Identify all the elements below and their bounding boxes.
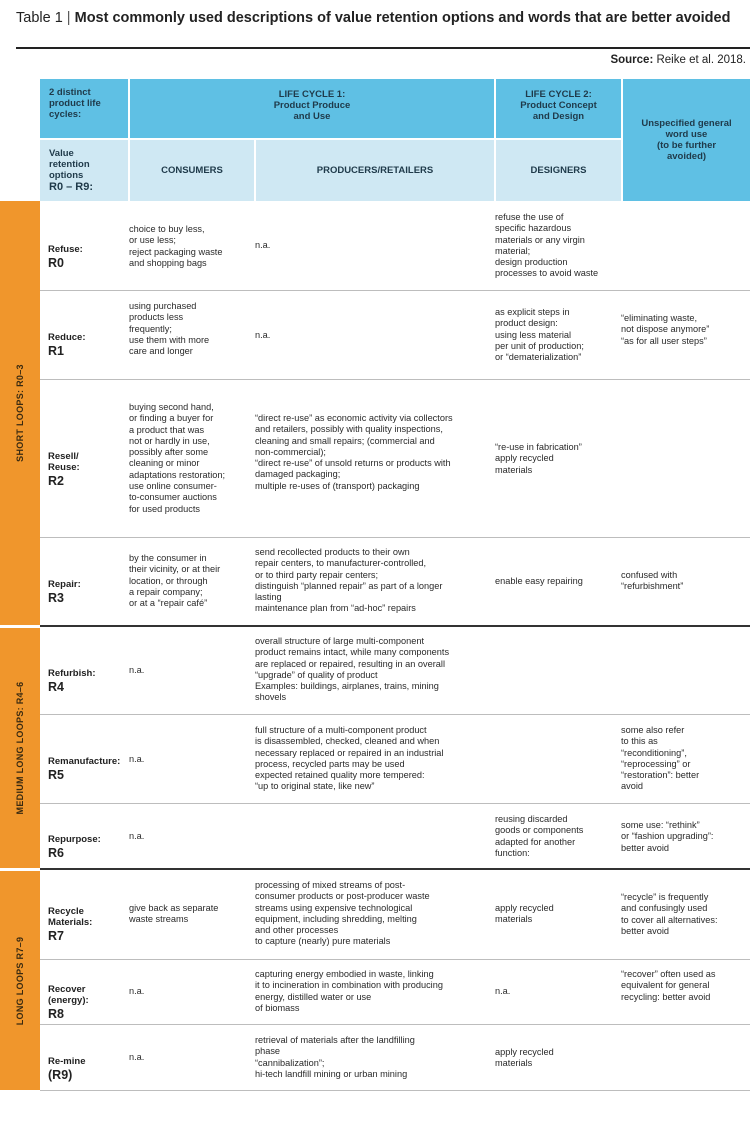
loop-bar-long [0,871,40,1090]
cell-consumers-r0: choice to buy less, or use less; reject packaging waste and shopping bags [129,224,223,268]
title-rule [16,47,750,49]
source-text: Reike et al. 2018. [656,54,746,66]
cell-designers-r1: as explicit steps in product design: using less material per unit of production; or “dematerialization” [495,307,584,363]
header-life-cycles-label: 2 distinct product life cycles: [49,87,101,120]
cell-designers-r8: n.a. [495,986,511,996]
cell-consumers-r3: by the consumer in their vicinity, or at their location, or through a repair company; or at a “repair café” [129,553,221,609]
cell-producers-r3: send recollected products to their own repair centers, to manufacturer-controlled, or to third party repair centers; distinguish “planned repair” as part of a longer lasting maintenance plan from “ad-hoc” repairs [255,547,443,614]
header-life-cycles [40,79,128,138]
table-bottom-rule [40,1090,750,1091]
row-code: R4 [48,680,64,694]
row-label-r0 [48,233,126,282]
source-note [610,54,746,66]
cell-producers-r7: processing of mixed streams of post- consumer products or post-producer waste streams using expensive technological equipment, including shredding, melting and other processes to capture (nearly) pure materials [255,880,430,947]
header-life-cycle-1 [130,79,494,138]
cell-consumers-r1: using purchased products less frequently; use them with more care and longer [129,301,210,357]
header-unspecified [623,79,750,201]
cell-consumers-r5: n.a. [129,754,145,764]
row-separator [40,537,750,538]
cell-unspecified-r8: “recover” often used as equivalent for general recycling: better avoid [621,969,716,1002]
cell-producers-r2: “direct re-use” as economic activity via collectors and retailers, possibly with quality inspections, cleaning and small repairs; (commercial and non-commercial); “direct re-use” of unsold returns or products with damaged packaging; multiple re-uses of (transport) packaging [255,413,453,491]
cell-producers-r5: full structure of a multi-component product is disassembled, checked, cleaned and when necessary replaced or repaired in an industrial process, recycled parts may be used expected retained quality more tempered: “up to original state, like new” [255,725,444,792]
cell-producers-r4: overall structure of large multi-component product remains intact, while many components are replaced or repaired, resulting in an overall “upgrade” of quality of product Examples: buildings, airplanes, trains, mining shovels [255,636,450,703]
cell-designers-r9: apply recycled materials [495,1047,554,1069]
cell-unspecified-r7: “recycle” is frequently and confusingly used to cover all alternatives: better avoid [621,892,718,936]
cell-producers-r8: capturing energy embodied in waste, linking it to incineration in combination with producing energy, distilled water or use of biomass [255,969,443,1013]
row-separator [40,714,750,715]
header-options [40,140,128,201]
header-consumers [130,140,254,201]
row-label-r3 [48,568,126,617]
cell-unspecified-r6: some use: “rethink” or “fashion upgrading”: better avoid [621,820,714,853]
cell-designers-r7: apply recycled materials [495,903,554,925]
row-code: R7 [48,929,64,943]
cell-unspecified-r3: confused with “refurbishment” [621,570,684,592]
row-separator [40,803,750,804]
title-separator: | [66,10,71,26]
cell-designers-r2: “re-use in fabrication” apply recycled materials [495,442,582,475]
table-number: Table 1 [16,10,63,26]
row-code: (R9) [48,1068,73,1082]
header-designers [496,140,621,201]
header-life-cycle-2 [496,79,621,138]
cell-consumers-r8: n.a. [129,986,145,996]
header-producers-label: PRODUCERS/RETAILERS [316,165,434,176]
cell-consumers-r9: n.a. [129,1052,145,1062]
row-code: R8 [48,1007,64,1021]
header-designers-label: DESIGNERS [530,165,587,176]
loop-label-long: LONG LOOPS R7–9 [15,936,25,1025]
row-code: R6 [48,846,64,860]
header-producers [256,140,494,201]
row-name: Resell/ Reuse: [48,451,80,473]
row-label-r1 [48,321,126,370]
group-separator [40,868,750,870]
row-separator [40,290,750,291]
group-separator [40,625,750,627]
row-label-r6 [48,823,126,872]
header-options-range: R0 – R9: [49,181,94,193]
loop-label-short: SHORT LOOPS: R0–3 [15,364,25,462]
row-separator [40,1024,750,1025]
source-label: Source: [610,54,654,66]
row-label-r4 [48,657,126,706]
cell-producers-r0: n.a. [255,240,271,250]
table-title [16,10,736,27]
row-code: R2 [48,474,64,488]
cell-consumers-r4: n.a. [129,665,145,675]
row-name: Refurbish: [48,668,96,679]
loop-bar-short [0,201,40,625]
cell-consumers-r7: give back as separate waste streams [129,903,219,925]
row-code: R5 [48,768,64,782]
header-life-cycle-1-label: LIFE CYCLE 1: Product Produce and Use [273,89,351,122]
cell-producers-r9: retrieval of materials after the landfilling phase “cannibalization”; hi-tech landfill mining or urban mining [255,1035,415,1079]
row-name: Remanufacture: [48,756,121,767]
row-name: Refuse: [48,244,83,255]
row-name: Recover (energy): [48,984,89,1006]
row-label-r2 [48,440,126,500]
row-code: R1 [48,344,64,358]
row-label-r8 [48,973,126,1033]
header-unspecified-label: Unspecified general word use (to be further avoided) [641,118,732,162]
row-name: Re-mine [48,1056,86,1067]
row-name: Recycle Materials: [48,906,93,928]
row-separator [40,379,750,380]
loop-bar-medium [0,628,40,868]
cell-unspecified-r5: some also refer to this as “reconditioning”, “reprocessing” or “restoration”: better avoid [621,725,700,792]
cell-designers-r3: enable easy repairing [495,576,583,586]
row-code: R0 [48,256,64,270]
header-options-label: Value retention options [49,148,90,181]
cell-designers-r0: refuse the use of specific hazardous materials or any virgin material; design production processes to avoid waste [495,212,599,279]
header-life-cycle-2-label: LIFE CYCLE 2: Product Concept and Design [520,89,597,122]
row-name: Reduce: [48,332,86,343]
loop-label-medium: MEDIUM LONG LOOPS: R4–6 [15,681,25,815]
row-separator [40,959,750,960]
row-label-r9 [48,1045,126,1094]
row-name: Repair: [48,579,81,590]
cell-consumers-r6: n.a. [129,831,145,841]
cell-producers-r1: n.a. [255,330,271,340]
row-name: Repurpose: [48,834,101,845]
row-label-r7 [48,895,126,955]
header-consumers-label: CONSUMERS [161,165,223,176]
cell-unspecified-r1: “eliminating waste, not dispose anymore” “as for all user steps” [621,313,710,346]
row-label-r5 [48,745,126,794]
cell-consumers-r2: buying second hand, or finding a buyer for a product that was not or hardly in use, possibly after some cleaning or minor adaptations restoration; use online consumer- to-consumer auctions for used products [129,402,226,514]
row-code: R3 [48,591,64,605]
title-text: Most commonly used descriptions of value retention options and words that are better avoided [74,10,731,26]
cell-designers-r6: reusing discarded goods or components adapted for another function: [495,814,584,858]
